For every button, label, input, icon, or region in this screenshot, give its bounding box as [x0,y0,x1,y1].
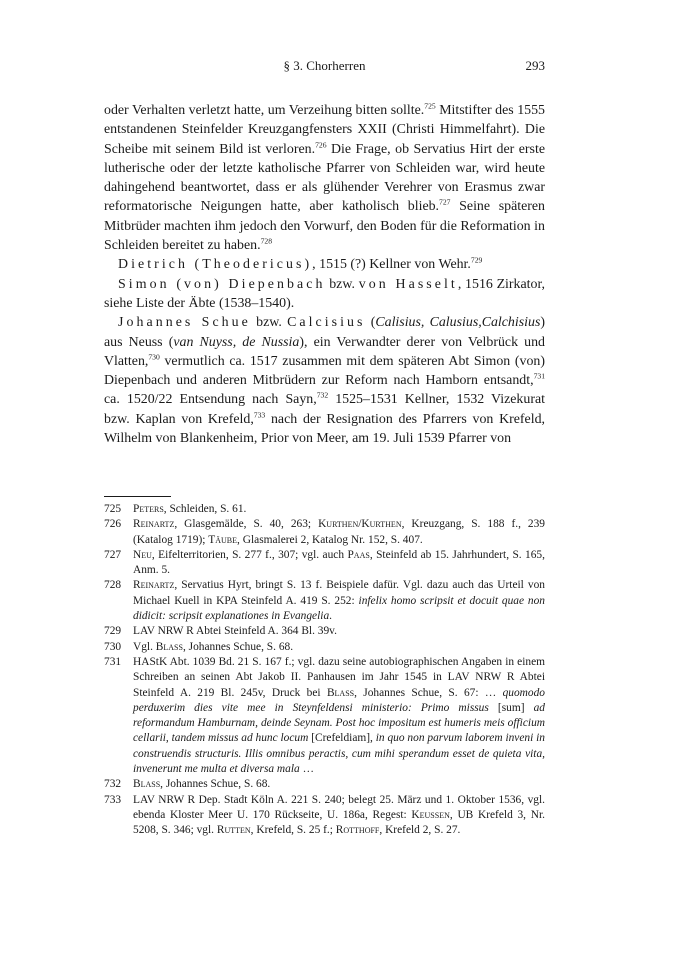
page-number: 293 [525,58,545,73]
footnote-728: 728 Reinartz, Servatius Hyrt, bringt S. 13 f. Beispiele dafür. Vgl. dazu auch das Urteil von Michael Kuell in KPA Steinfeld A. 419 S. 252: infelix homo scripsit et docuit quae non didicit: scripsit explanationes in Evangelia. [104,579,545,623]
footnote-727: 727 Neu, Eifelterritorien, S. 277 f., 307; vgl. auch Paas, Steinfeld ab 15. Jahrhundert, S. 165, Anm. 5. [104,548,545,577]
footnote-number: 729 [104,625,122,638]
entry-dietrich: Dietrich (Theodericus), 1515 (?) Kellner von Wehr.$^{729}$ [118,255,483,273]
footnote-number: 732 [104,778,122,791]
footnote-ref-725[interactable]: 725 [424,101,436,111]
footnote-divider [104,496,171,497]
footnote-number: 730 [104,640,122,653]
footnote-733: 733 LAV NRW R Dep. Stadt Köln A. 221 S. 240; belegt 25. März und 1. Oktober 1536, vgl. ebenda Kloster Meer U. 170 Rückseite, U. 186a, Regest: Keussen, UB Krefeld 3, Nr. 5208, S. 346; vgl. Rutten, Krefeld, S. 25 f.; Rotthoff, Krefeld 2, S. 27. [104,793,545,837]
footnote-ref-727[interactable]: 727 [439,197,451,207]
main-text [104,101,545,448]
footnote-ref-726[interactable]: 726 [315,139,327,149]
footnote-ref-729[interactable]: 729 [470,255,483,265]
entry-simon-diepenbach: Simon (von) Diepenbach bzw. von Hasselt, 1516 Zirkator, siehe Liste der Äbte (1538–1540). [104,276,546,311]
footnote-725: 725 Peters, Schleiden, S. 61. [104,502,545,517]
footnote-726: 726 Reinartz, Glasgemälde, S. 40, 263; Kurthen/Kurthen, Kreuzgang, S. 188 f., 239 (Katalog 1719); Täube, Glasmalerei 2, Katalog Nr. 152, S. 407. [104,518,545,546]
running-header [104,58,545,76]
person-alias: Calcisius [287,315,366,331]
footnote-number: 728 [104,579,122,592]
footnote-number: 731 [104,655,122,668]
section-title: § 3. Chorherren [283,58,366,73]
paragraph-servatius-hirt: oder Verhalten verletzt hatte, um Verzeihung bitten sollte.$^{725}$ Mitstifter des 1555 entstandenen Steinfelder Kreuzgangfensters XXII (Christi Himmelfahrt). Die Scheibe mit seinem Bild ist verloren.$^{726}$ Die Frage, ob Servatius Hirt der erste lutherische oder der letzte katholische Pfarrer von Schleiden war, wird heute dahingehend beantwortet, dass er als glühender Verehrer von Erasmus zwar reformatorische Neigungen hatte, aber katholisch blieb.$^{727}$ Seine späteren Mitbrüder machten ihm jedoch den Vorwurf, den Boden für die Reformation in Schleiden bereitet zu haben.$^{728}$ [104,101,546,254]
name-variants: Calisius, Calusius,Calchisius [375,315,541,331]
footnotes [104,502,545,839]
footnote-732: 732 Blass, Johannes Schue, S. 68. [104,777,545,792]
footnote-ref-730[interactable]: 730 [148,352,160,362]
footnote-730: 730 Vgl. Blass, Johannes Schue, S. 68. [104,640,545,655]
footnote-ref-731[interactable]: 731 [533,371,545,381]
person-alias: von Hasselt [358,276,458,292]
footnote-number: 725 [104,503,122,515]
person-name: Simon (von) Diepenbach [118,276,326,292]
footnote-ref-728[interactable]: 728 [260,236,273,246]
footnote-731: 731 HAStK Abt. 1039 Bd. 21 S. 167 f.; vgl. dazu seine autobiographischen Angaben in einem Schreiben an seinen Abt Jakob II. Panhausen im Jahr 1545 in LAV NRW R Abtei Steinfeld A. 219 Bl. 245v, Druck bei Blass, Johannes Schue, S. 67: … quomodo perduxerim dies vite mee in Steynfeldensi ministerio: Primo missus [sum] ad reformandum Hamburnam, deinde Seynam. Post hoc impositum est humeris meis officium cellarii, tandem missus ad hunc locum [Crefeldiam], in quo non parvum laborem inveni in construendis structuris. Illis omnibus peractis, cum mihi sperandum esset de quieta vita, invenerunt me multa et diversa mala … [104,655,545,776]
person-name: Dietrich (Theodericus) [118,257,313,273]
person-name: Johannes Schue [118,315,251,331]
footnote-729: 729 LAV NRW R Abtei Steinfeld A. 364 Bl. 39v. [104,624,545,639]
footnote-number: 733 [104,793,122,806]
footnote-number: 726 [104,518,122,531]
entry-johannes-schue: Johannes Schue bzw. Calcisius (Calisius, Calusius,Calchisius) aus Neuss (van Nuyss, de Nussia), ein Verwandter derer von Velbrück und Vlatten,$^{730}$ vermutlich ca. 1517 zusammen mit dem späteren Abt Simon (von) Diepenbach und anderen Mitbrüdern zur Reform nach Hamborn entsandt,$^{731}$ ca. 1520/22 Entsendung nach Sayn,$^{732}$ 1525–1531 Kellner, 1532 Vizekurat bzw. Kaplan von Krefeld,$^{733}$ nach der Resignation des Pfarrers von Krefeld, Wilhelm von Blankenheim, Prior von Meer, am 19. Juli 1539 Pfarrer von [104,315,545,447]
footnote-ref-732[interactable]: 732 [316,390,329,400]
place-variants: van Nuyss, de Nussia [173,334,300,350]
footnote-number: 727 [104,548,122,561]
footnote-ref-733[interactable]: 733 [253,410,266,420]
